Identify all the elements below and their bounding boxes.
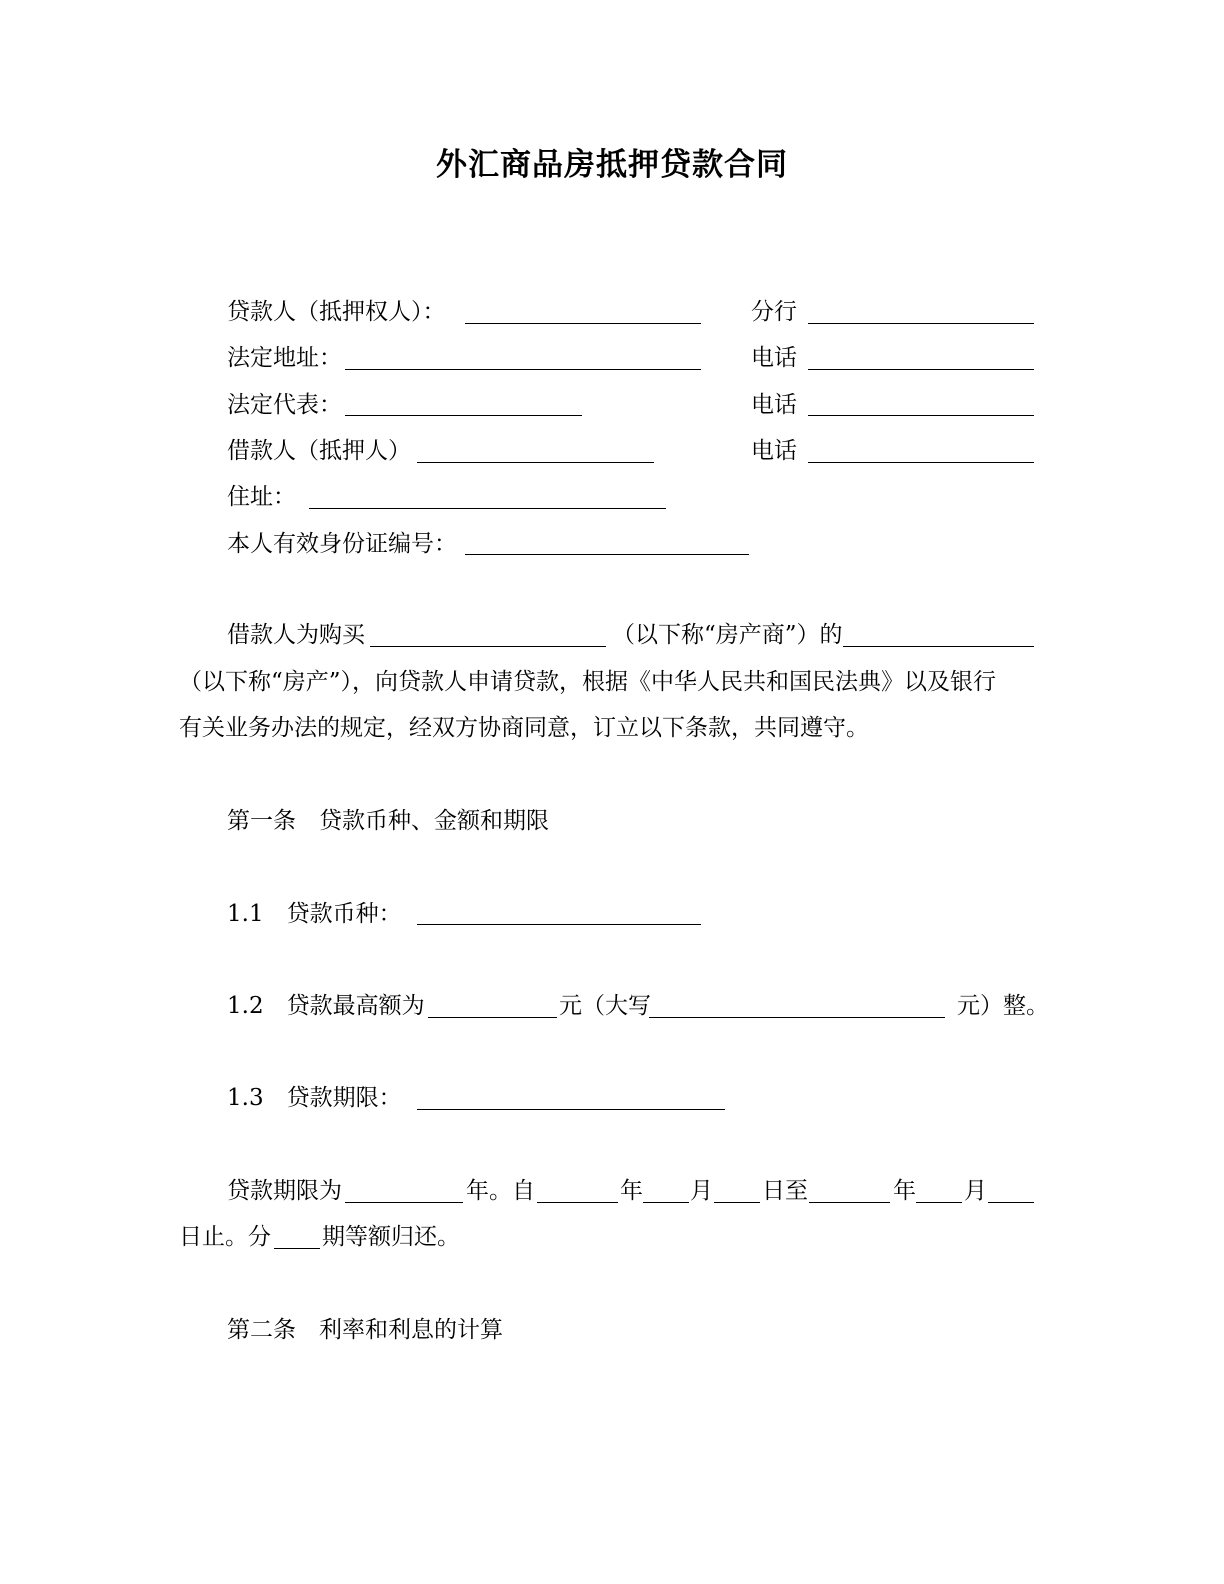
borrower-field[interactable] (417, 462, 654, 463)
clause-1-3-label: 1.3 贷款期限： (227, 1085, 402, 1111)
article1-heading: 第一条 贷款币种、金额和期限 (227, 808, 549, 834)
start-month-label: 月 (690, 1178, 713, 1204)
start-year-label: 年 (620, 1178, 643, 1204)
term-year-from: 年。自 (466, 1178, 535, 1204)
clause-1-2-end: 元）整。 (957, 993, 1049, 1019)
preamble-part1: 借款人为购买 (227, 622, 365, 648)
end-year-field[interactable] (809, 1202, 890, 1203)
installments-field[interactable] (274, 1248, 320, 1249)
phone-field-3[interactable] (808, 462, 1034, 463)
branch-field[interactable] (808, 323, 1034, 324)
legal-rep-field[interactable] (345, 415, 582, 416)
phone-field-2[interactable] (808, 415, 1034, 416)
term-prefix: 贷款期限为 (227, 1178, 342, 1204)
start-month-field[interactable] (643, 1202, 689, 1203)
preamble-line3: 有关业务办法的规定，经双方协商同意，订立以下条款，共同遵守。 (179, 715, 869, 741)
preamble-line2: （以下称“房产”），向贷款人申请贷款，根据《中华人民共和国民法典》以及银行 (179, 669, 997, 695)
document-title: 外汇商品房抵押贷款合同 (436, 147, 788, 183)
max-amount-field[interactable] (428, 1017, 557, 1018)
phone-label-3: 电话 (751, 438, 797, 464)
end-day-field[interactable] (988, 1202, 1034, 1203)
article2-heading: 第二条 利率和利息的计算 (227, 1317, 503, 1343)
phone-field-1[interactable] (808, 369, 1034, 370)
phone-label-2: 电话 (751, 392, 797, 418)
term-line2-b: 期等额归还。 (322, 1224, 460, 1250)
property-field[interactable] (843, 646, 1034, 647)
legal-rep-label: 法定代表： (227, 392, 342, 418)
term-line2-a: 日止。分 (179, 1224, 271, 1250)
preamble-part2: （以下称“房产商”）的 (612, 622, 843, 648)
start-year-field[interactable] (537, 1202, 618, 1203)
branch-label: 分行 (751, 299, 797, 325)
lender-field[interactable] (465, 323, 701, 324)
loan-term-field[interactable] (417, 1109, 725, 1110)
end-year-label: 年 (893, 1178, 916, 1204)
currency-field[interactable] (417, 924, 701, 925)
day-to-label: 日至 (762, 1178, 808, 1204)
amount-in-words-field[interactable] (649, 1017, 945, 1018)
developer-field[interactable] (370, 646, 606, 647)
legal-address-label: 法定地址： (227, 345, 342, 371)
clause-1-2-yuan: 元（大写 (559, 993, 651, 1019)
address-field[interactable] (309, 508, 666, 509)
legal-address-field[interactable] (345, 369, 701, 370)
lender-label: 贷款人（抵押权人）： (227, 299, 446, 325)
clause-1-2-label: 1.2 贷款最高额为 (227, 993, 425, 1019)
borrower-label: 借款人（抵押人） (227, 438, 411, 464)
start-day-field[interactable] (714, 1202, 760, 1203)
end-month-field[interactable] (916, 1202, 962, 1203)
id-number-label: 本人有效身份证编号： (227, 531, 457, 557)
phone-label-1: 电话 (751, 345, 797, 371)
address-label: 住址： (227, 484, 296, 510)
end-month-label: 月 (964, 1178, 987, 1204)
id-number-field[interactable] (465, 554, 749, 555)
clause-1-1-label: 1.1 贷款币种： (227, 901, 402, 927)
term-years-field[interactable] (345, 1202, 463, 1203)
